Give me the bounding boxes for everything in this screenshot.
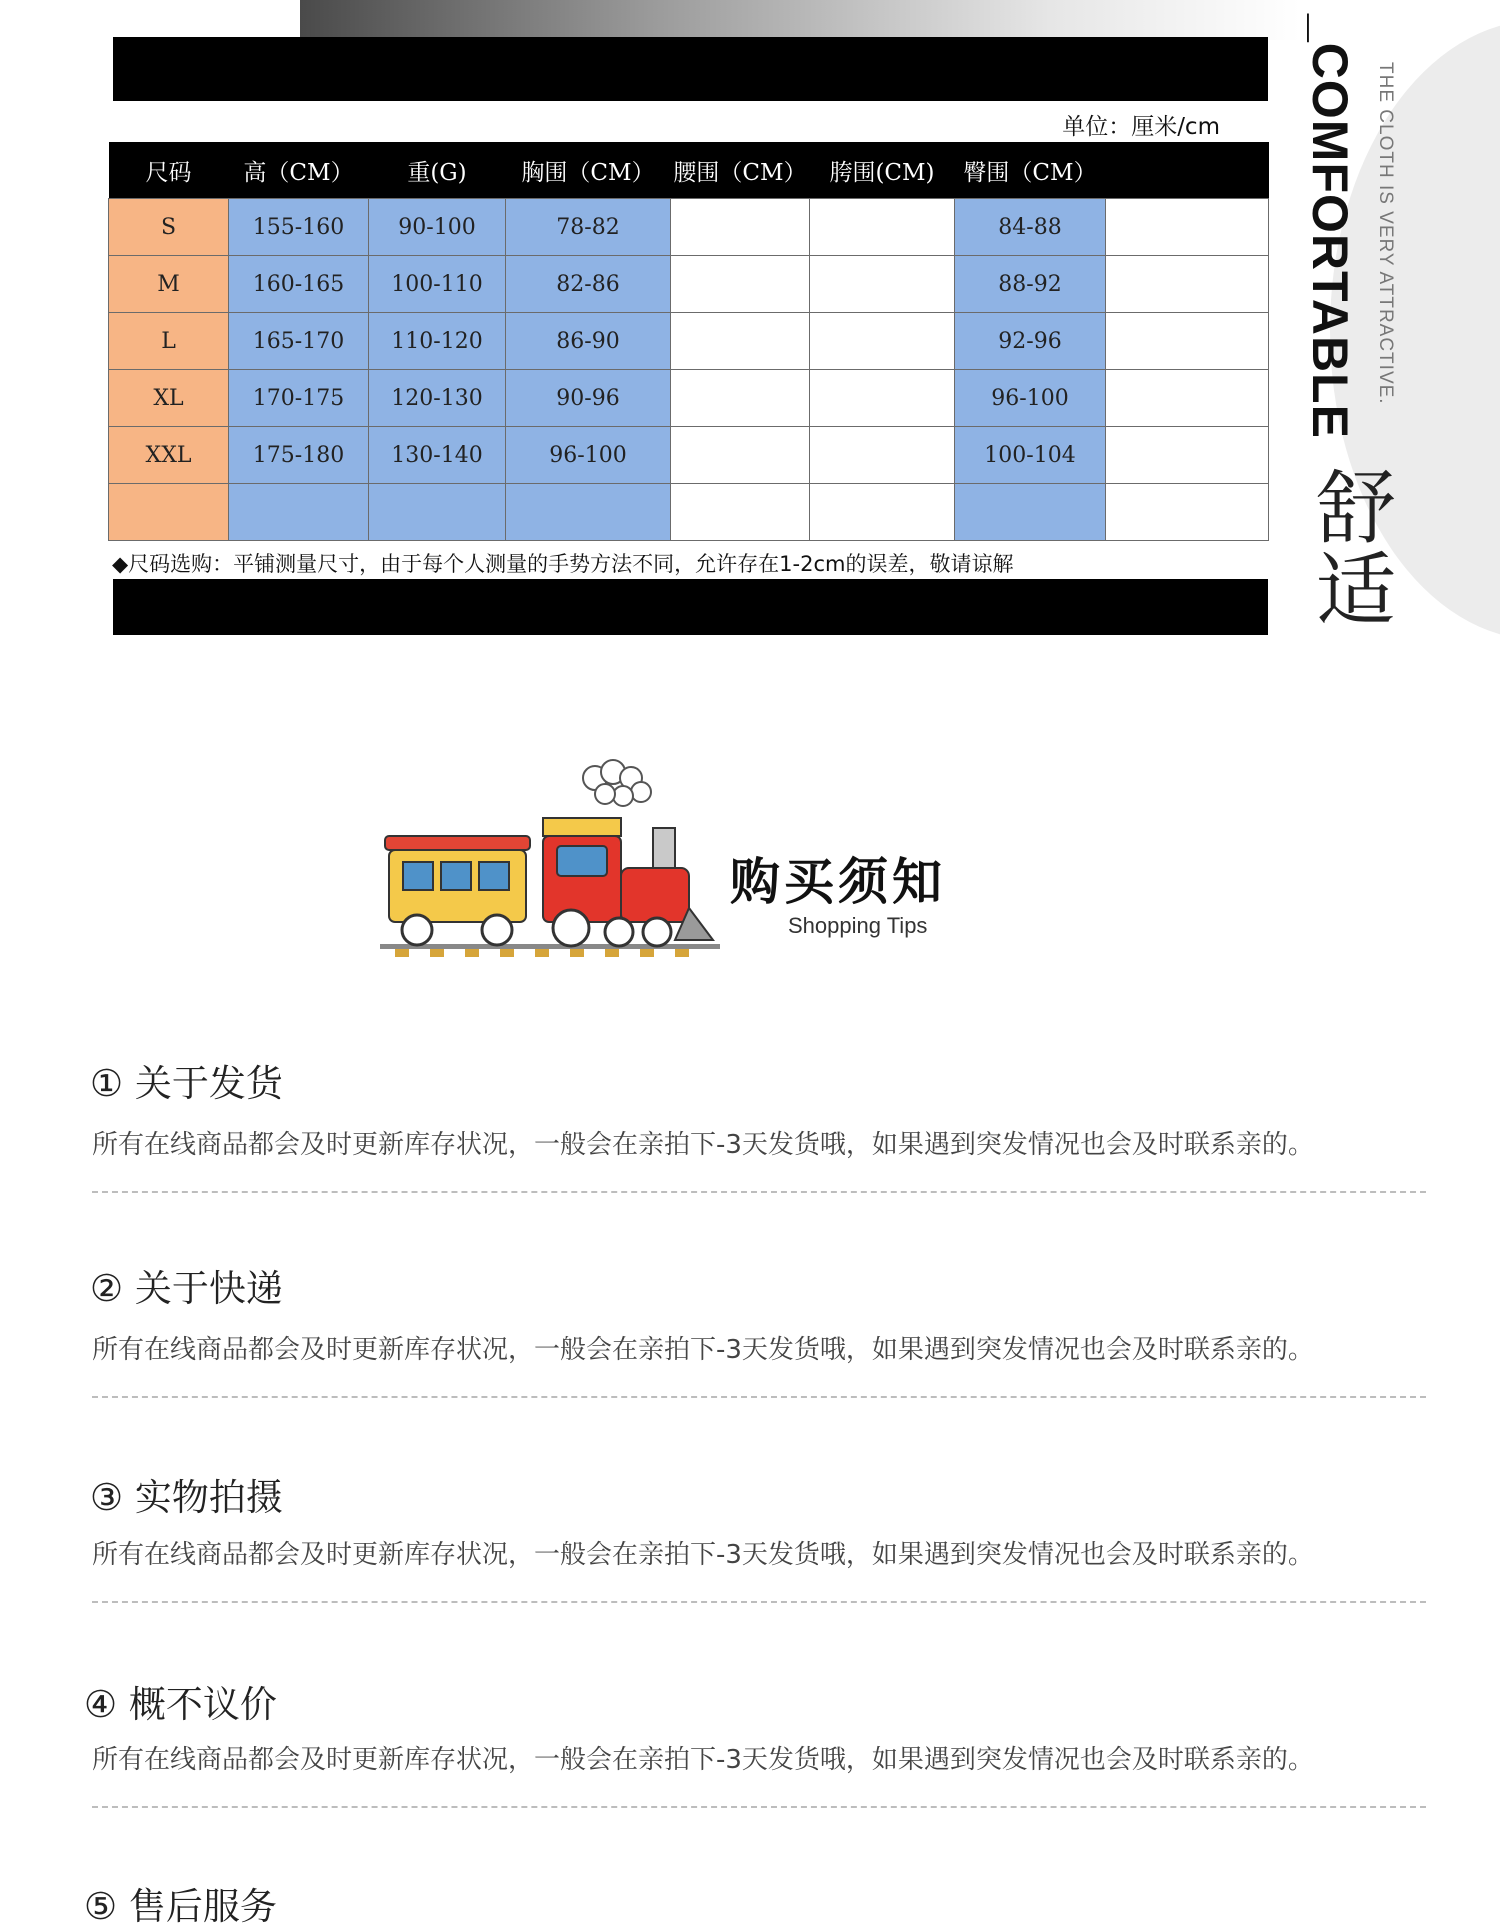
header-hip: 臀围（CM）	[955, 142, 1106, 199]
table-cell	[810, 427, 955, 484]
table-cell: 175-180	[229, 427, 369, 484]
table-cell: 96-100	[506, 427, 671, 484]
table-cell	[369, 484, 506, 541]
header-hip-span: 胯围(CM)	[810, 142, 955, 199]
table-row	[109, 256, 1269, 313]
table-cell	[671, 427, 810, 484]
table-cell	[109, 484, 229, 541]
table-cell: 86-90	[506, 313, 671, 370]
table-cell	[671, 484, 810, 541]
shushi-vertical-text: 舒适	[1316, 462, 1396, 637]
table-cell: 82-86	[506, 256, 671, 313]
table-cell	[810, 370, 955, 427]
comfortable-vertical-text: _COMFORTABLE	[1302, 14, 1358, 439]
tip-body-photos: 所有在线商品都会及时更新库存状况，一般会在亲拍下-3天发货哦，如果遇到突发情况也会及时联系亲的。	[92, 1540, 1314, 1570]
size-chart-table	[108, 142, 1269, 541]
tip-title-courier: ② 关于快递	[90, 1267, 283, 1310]
header-blank	[1106, 142, 1269, 199]
table-cell: 100-104	[955, 427, 1106, 484]
train-illustration	[375, 758, 725, 968]
table-cell: 100-110	[369, 256, 506, 313]
table-cell	[810, 199, 955, 256]
tip-body-shipping: 所有在线商品都会及时更新库存状况，一般会在亲拍下-3天发货哦，如果遇到突发情况也会及时联系亲的。	[92, 1130, 1314, 1160]
table-cell: 78-82	[506, 199, 671, 256]
table-cell	[671, 199, 810, 256]
table-row	[109, 199, 1269, 256]
table-cell: 120-130	[369, 370, 506, 427]
table-cell	[1106, 370, 1269, 427]
table-cell	[671, 313, 810, 370]
table-cell: L	[109, 313, 229, 370]
top-gradient-band	[300, 0, 1300, 40]
table-cell	[671, 370, 810, 427]
table-cell: 110-120	[369, 313, 506, 370]
table-cell	[810, 484, 955, 541]
table-cell: XL	[109, 370, 229, 427]
bottom-black-bar	[113, 579, 1268, 635]
table-cell	[506, 484, 671, 541]
shopping-tips-title: 购买须知	[730, 853, 946, 911]
tip-title-no-bargain: ④ 概不议价	[84, 1683, 277, 1726]
table-cell: 88-92	[955, 256, 1106, 313]
table-cell: 165-170	[229, 313, 369, 370]
tip-divider	[92, 1396, 1426, 1398]
header-chest: 胸围（CM）	[506, 142, 671, 199]
tip-title-shipping: ① 关于发货	[90, 1062, 283, 1105]
table-cell: 90-100	[369, 199, 506, 256]
tip-title-after-sales: ⑤ 售后服务	[84, 1885, 277, 1928]
table-cell	[955, 484, 1106, 541]
header-weight: 重(G)	[369, 142, 506, 199]
table-header-row	[109, 142, 1269, 199]
table-cell: 170-175	[229, 370, 369, 427]
table-cell: 96-100	[955, 370, 1106, 427]
table-row	[109, 427, 1269, 484]
table-cell	[1106, 313, 1269, 370]
attractive-vertical-text: THE CLOTH IS VERY ATTRACTIVE.	[1375, 62, 1396, 405]
table-cell: 130-140	[369, 427, 506, 484]
table-cell: M	[109, 256, 229, 313]
unit-label: 单位：厘米/cm	[1062, 114, 1220, 140]
table-cell	[1106, 484, 1269, 541]
size-note: ◆尺码选购：平铺测量尺寸，由于每个人测量的手势方法不同，允许存在1-2cm的误差，敬请谅解	[112, 552, 1014, 576]
table-cell: 90-96	[506, 370, 671, 427]
table-row	[109, 484, 1269, 541]
table-cell: 92-96	[955, 313, 1106, 370]
header-waist: 腰围（CM）	[671, 142, 810, 199]
table-cell	[810, 313, 955, 370]
table-cell	[1106, 256, 1269, 313]
table-cell: 84-88	[955, 199, 1106, 256]
tip-divider	[92, 1191, 1426, 1193]
table-cell: XXL	[109, 427, 229, 484]
tip-body-no-bargain: 所有在线商品都会及时更新库存状况，一般会在亲拍下-3天发货哦，如果遇到突发情况也会及时联系亲的。	[92, 1745, 1314, 1775]
table-cell	[810, 256, 955, 313]
tip-title-photos: ③ 实物拍摄	[90, 1476, 283, 1519]
header-height: 高（CM）	[229, 142, 369, 199]
tip-divider	[92, 1806, 1426, 1808]
table-cell	[229, 484, 369, 541]
table-cell	[1106, 427, 1269, 484]
top-black-bar	[113, 37, 1268, 101]
shopping-tips-subtitle: Shopping Tips	[788, 913, 928, 938]
table-cell: 155-160	[229, 199, 369, 256]
tip-body-courier: 所有在线商品都会及时更新库存状况，一般会在亲拍下-3天发货哦，如果遇到突发情况也会及时联系亲的。	[92, 1335, 1314, 1365]
table-cell	[671, 256, 810, 313]
table-cell	[1106, 199, 1269, 256]
tip-divider	[92, 1601, 1426, 1603]
header-size: 尺码	[109, 142, 229, 199]
table-row	[109, 370, 1269, 427]
table-cell: 160-165	[229, 256, 369, 313]
table-row	[109, 313, 1269, 370]
table-cell: S	[109, 199, 229, 256]
